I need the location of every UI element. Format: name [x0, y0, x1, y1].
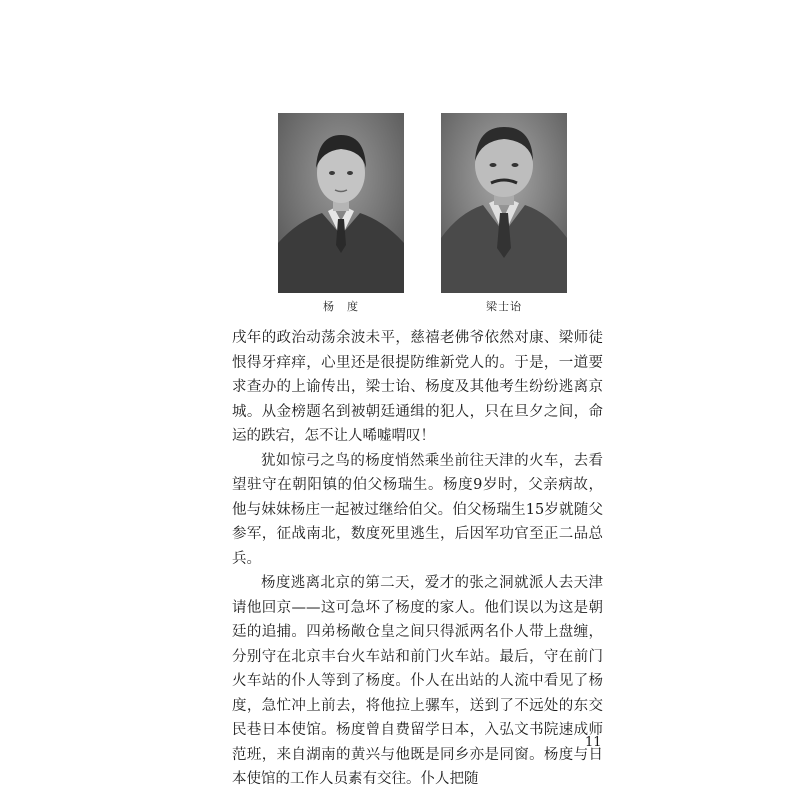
photo-caption: 杨 度 [323, 300, 359, 313]
portrait-image [278, 113, 404, 293]
photo-caption: 梁士诒 [486, 300, 522, 313]
paragraph: 犹如惊弓之鸟的杨度悄然乘坐前往天津的火车，去看望驻守在朝阳镇的伯父杨瑞生。杨度9岁时，父亲病故，他与妹妹杨庄一起被过继给伯父。伯父杨瑞生15岁就随父参军，征战南北，数度死里逃生，后因军功官至正二品总兵。 [232, 452, 603, 567]
paragraph: 戌年的政治动荡余波未平，慈禧老佛爷依然对康、梁师徒恨得牙痒痒，心里还是很提防维新党人的。于是，一道要求查办的上谕传出，梁士诒、杨度及其他考生纷纷逃离京城。从金榜题名到被朝廷通缉的犯人，只在旦夕之间，命运的跌宕，怎不让人唏嘘喟叹！ [232, 330, 603, 444]
portrait-photo-liang-shiyi [441, 113, 567, 293]
paragraph: 杨度逃离北京的第二天，爱才的张之洞就派人去天津请他回京——这可急坏了杨度的家人。他们误以为这是朝廷的追捕。四弟杨敞仓皇之间只得派两名仆人带上盘缠，分别守在北京丰台火车站和前门火车站。最后，守在前门火车站的仆人等到了杨度。仆人在出站的人流中看见了杨度，急忙冲上前去，将他拉上骡车，送到了不远处的东交民巷日本使馆。杨度曾自费留学日本，入弘文书院速成师范班，来自湖南的黄兴与他既是同乡亦是同窗。杨度与日本使馆的工作人员素有交往。仆人把随 [232, 575, 603, 787]
body-text [232, 326, 603, 792]
portrait-image [441, 113, 567, 293]
portrait-photo-yang-du [278, 113, 404, 293]
page-number: 11 [585, 735, 602, 750]
